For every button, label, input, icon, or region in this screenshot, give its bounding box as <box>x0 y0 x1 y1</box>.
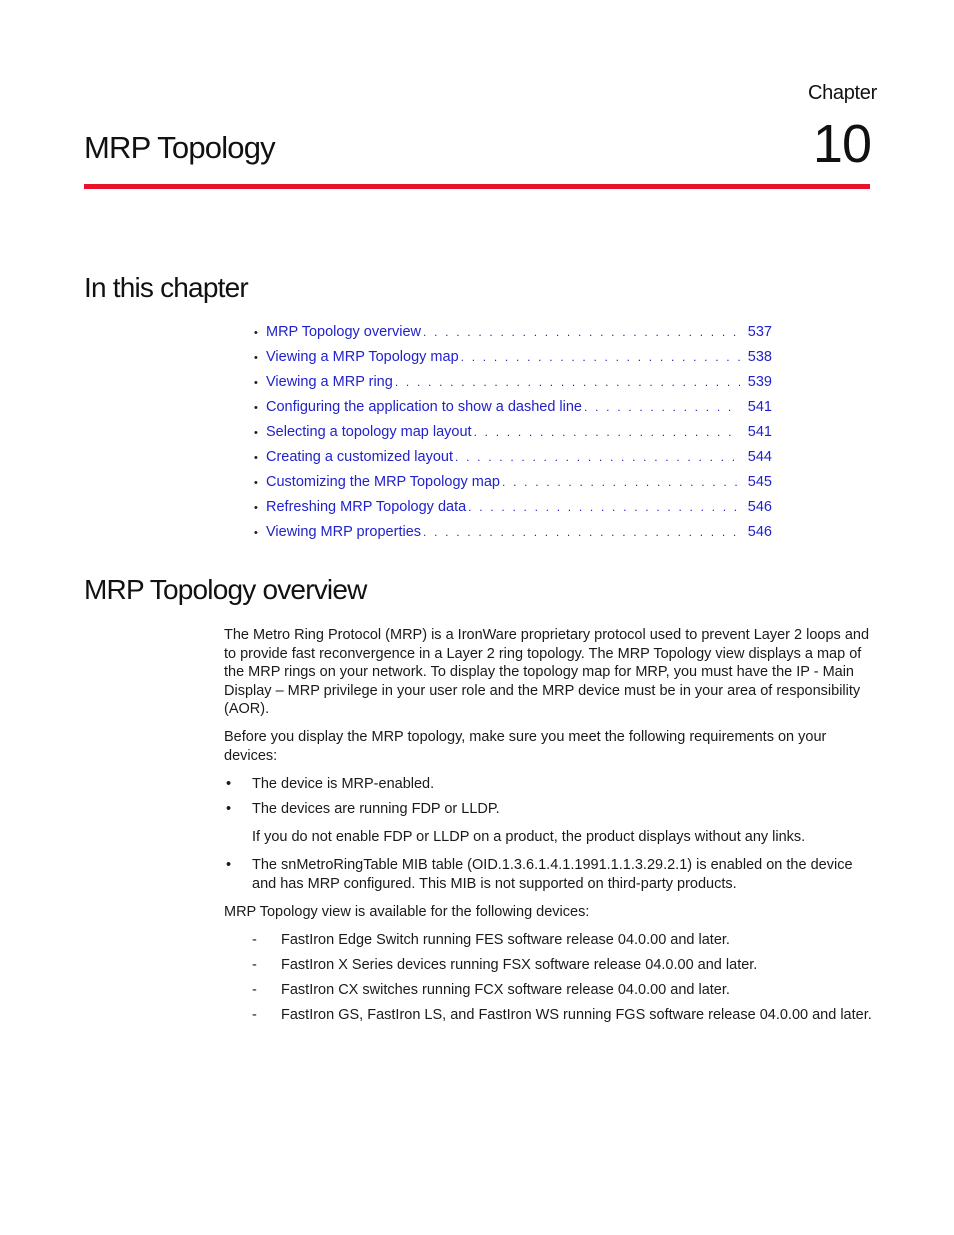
toc-entry[interactable] <box>254 345 772 370</box>
toc-entry[interactable] <box>254 320 772 345</box>
chapter-number: 10 <box>812 114 871 174</box>
toc-link[interactable]: MRP Topology overview <box>266 324 422 340</box>
toc-link[interactable]: Customizing the MRP Topology map <box>266 474 500 490</box>
toc-link[interactable]: Viewing a MRP ring <box>266 374 393 390</box>
dot-leader <box>423 320 740 345</box>
toc-page-number[interactable]: 546 <box>747 524 772 540</box>
in-this-chapter-heading: In this chapter <box>84 272 248 303</box>
devices-intro <box>224 903 874 922</box>
dash-icon: - <box>252 932 257 948</box>
dot-leader <box>474 420 740 445</box>
chapter-label: Chapter <box>807 82 877 104</box>
dot-leader <box>395 370 740 395</box>
toc-page-number[interactable]: 541 <box>747 424 772 440</box>
requirement-text: The device is MRP-enabled. <box>252 776 435 792</box>
overview-paragraph-1 <box>224 626 874 719</box>
dash-icon: - <box>252 982 257 998</box>
toc-entry[interactable] <box>254 420 772 445</box>
toc-entry[interactable] <box>254 445 772 470</box>
toc-link[interactable]: Refreshing MRP Topology data <box>266 499 467 515</box>
bullet-icon: • <box>254 377 258 389</box>
bullet-icon: • <box>226 776 232 792</box>
overview-paragraph-2 <box>224 728 874 765</box>
device-text: FastIron GS, FastIron LS, and FastIron WS running FGS software release 04.0.00 and later. <box>281 1007 872 1023</box>
dash-icon: - <box>252 957 257 973</box>
requirement-text: The snMetroRingTable MIB table (OID.1.3.6.1.4.1.1991.1.1.3.29.2.1) is enabled on the device and has MRP configured. This MIB is not supported on third-party products. <box>252 857 853 892</box>
dot-leader <box>423 520 740 545</box>
dot-leader <box>461 345 740 370</box>
body-text: The Metro Ring Protocol (MRP) is a IronWare proprietary protocol used to prevent Layer 2 loops and to provide fast reconvergence in a Layer 2 ring topology. The MRP Topology view displays a map of the MRP rings on your network. To display the topology map for MRP, you must have the IP - Main Display – MRP privilege in your user role and the MRP device must be in your area of responsibility (AOR). <box>224 627 870 717</box>
toc-page-number[interactable]: 537 <box>747 324 772 340</box>
chapter-rule <box>84 184 870 189</box>
requirement-text: The devices are running FDP or LLDP. <box>252 801 500 817</box>
toc-link[interactable]: Viewing MRP properties <box>266 524 422 540</box>
device-text: FastIron CX switches running FCX software release 04.0.00 and later. <box>281 982 730 998</box>
chapter-toc <box>254 320 772 545</box>
chapter-title: MRP Topology <box>84 130 275 165</box>
toc-page-number[interactable]: 545 <box>747 474 772 490</box>
device-text: FastIron Edge Switch running FES software release 04.0.00 and later. <box>281 932 730 948</box>
bullet-icon: • <box>254 427 258 439</box>
dot-leader <box>584 395 740 420</box>
device-text: FastIron X Series devices running FSX software release 04.0.00 and later. <box>281 957 758 973</box>
toc-link[interactable]: Viewing a MRP Topology map <box>266 349 459 365</box>
dot-leader <box>455 445 740 470</box>
toc-link[interactable]: Configuring the application to show a dashed line <box>266 399 582 415</box>
bullet-icon: • <box>254 327 258 339</box>
bullet-icon: • <box>226 857 232 873</box>
toc-entry[interactable] <box>254 370 772 395</box>
toc-link[interactable]: Creating a customized layout <box>266 449 453 465</box>
toc-page-number[interactable]: 544 <box>747 449 772 465</box>
bullet-icon: • <box>254 502 258 514</box>
requirement-note <box>252 828 872 847</box>
body-text: MRP Topology view is available for the following devices: <box>224 904 590 920</box>
toc-entry[interactable] <box>254 395 772 420</box>
bullet-icon: • <box>254 477 258 489</box>
toc-entry[interactable] <box>254 470 772 495</box>
body-text: If you do not enable FDP or LLDP on a product, the product displays without any links. <box>252 829 806 845</box>
toc-link[interactable]: Selecting a topology map layout <box>266 424 472 440</box>
toc-entry[interactable] <box>254 520 772 545</box>
toc-page-number[interactable]: 546 <box>747 499 772 515</box>
dash-icon: - <box>252 1007 257 1023</box>
toc-page-number[interactable]: 539 <box>747 374 772 390</box>
bullet-icon: • <box>254 402 258 414</box>
bullet-icon: • <box>254 527 258 539</box>
toc-page-number[interactable]: 541 <box>747 399 772 415</box>
dot-leader <box>502 470 740 495</box>
overview-heading: MRP Topology overview <box>84 574 367 605</box>
bullet-icon: • <box>254 452 258 464</box>
body-text: Before you display the MRP topology, make sure you meet the following requirements on your devices: <box>224 729 827 764</box>
dot-leader <box>468 495 740 520</box>
toc-page-number[interactable]: 538 <box>747 349 772 365</box>
bullet-icon: • <box>226 801 232 817</box>
bullet-icon: • <box>254 352 258 364</box>
toc-entry[interactable] <box>254 495 772 520</box>
